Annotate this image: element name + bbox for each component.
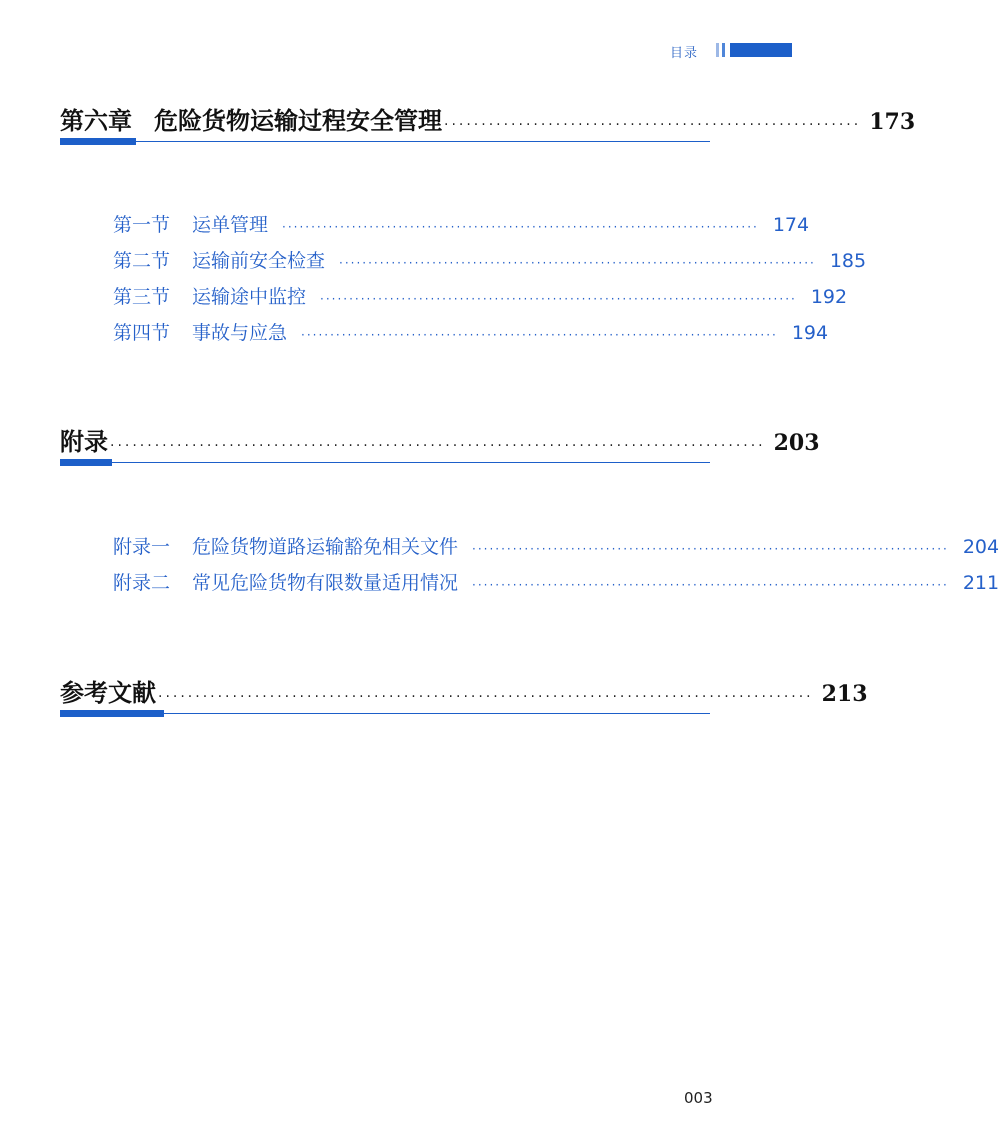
toc-references[interactable] <box>60 673 868 717</box>
section-label: 第二节 <box>113 250 171 272</box>
header-bar-mid <box>722 43 725 57</box>
appendix-item-label: 附录一 <box>113 536 171 558</box>
section-label: 第四节 <box>113 322 171 344</box>
appendix-item-title: 危险货物道路运输豁免相关文件 <box>192 536 459 558</box>
references-title: 参考文献 <box>60 678 156 707</box>
toc-appendix[interactable] <box>60 422 820 466</box>
section-page: 174 <box>772 214 810 236</box>
section-title: 事故与应急 <box>192 322 288 344</box>
leader-dots: ·················································································· <box>282 220 759 234</box>
toc-appendix-2[interactable] <box>113 568 999 594</box>
section-page: 194 <box>791 322 829 344</box>
appendix-item-title: 常见危险货物有限数量适用情况 <box>192 572 459 594</box>
section-label: 第三节 <box>113 286 171 308</box>
leader-dots: ·················································································· <box>339 256 816 270</box>
page-number: 003 <box>684 1089 713 1107</box>
toc-section-2[interactable] <box>113 246 867 272</box>
appendix-accent-bar <box>60 459 112 466</box>
appendix-item-page: 211 <box>962 572 999 594</box>
leader-dots: ························································································ <box>110 438 766 454</box>
references-page: 213 <box>821 681 868 707</box>
chapter-rule <box>60 141 710 142</box>
leader-dots: ·················································································· <box>472 542 949 556</box>
leader-dots: ························································································ <box>158 689 814 705</box>
chapter-number: 第六章 <box>60 106 132 135</box>
references-accent-bar <box>60 710 164 717</box>
leader-dots: ·················································································· <box>320 292 797 306</box>
chapter-title: 危险货物运输过程安全管理 <box>154 106 442 135</box>
section-page: 192 <box>810 286 848 308</box>
section-label: 第一节 <box>113 214 171 236</box>
header-bar-light <box>716 43 719 57</box>
appendix-item-label: 附录二 <box>113 572 171 594</box>
toc-chapter-6[interactable] <box>60 101 916 145</box>
toc-section-1[interactable] <box>113 210 810 236</box>
section-title: 运输前安全检查 <box>192 250 326 272</box>
leader-dots: ·················································································· <box>472 578 949 592</box>
chapter-page: 173 <box>869 109 916 135</box>
leader-dots: ························································ <box>444 117 862 133</box>
appendix-item-page: 204 <box>962 536 999 558</box>
section-title: 运单管理 <box>192 214 269 236</box>
section-page: 185 <box>829 250 867 272</box>
toc-appendix-1[interactable] <box>113 532 999 558</box>
appendix-title: 附录 <box>60 427 108 456</box>
appendix-page: 203 <box>773 430 820 456</box>
toc-section-3[interactable] <box>113 282 848 308</box>
toc-section-4[interactable] <box>113 318 829 344</box>
header-bar-solid <box>730 43 792 57</box>
appendix-rule <box>60 462 710 463</box>
header-label: 目录 <box>670 46 699 61</box>
chapter-accent-bar <box>60 138 136 145</box>
section-title: 运输途中监控 <box>192 286 307 308</box>
leader-dots: ·················································································· <box>301 328 778 342</box>
